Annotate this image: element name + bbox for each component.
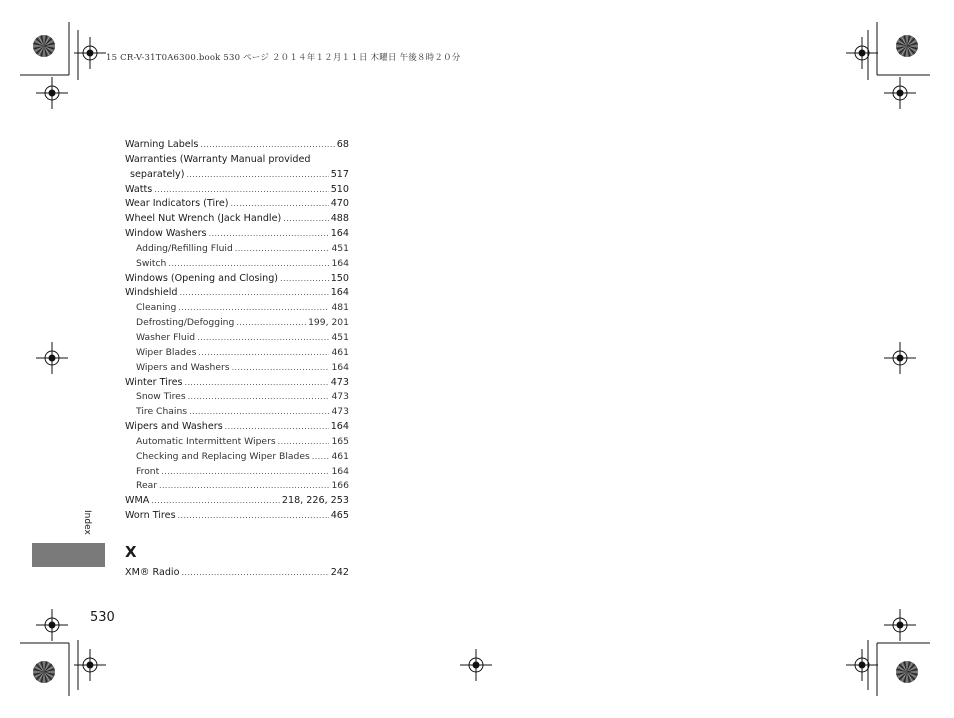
index-entry-page: 165 — [331, 435, 349, 447]
index-entry[interactable] — [125, 212, 349, 227]
dot-leader — [283, 212, 328, 227]
index-entry-label: separately) — [130, 168, 185, 180]
index-entry[interactable] — [125, 227, 349, 242]
index-entry-page: 164 — [331, 361, 349, 373]
index-entry-label: Winter Tires — [125, 376, 183, 388]
section-heading-x: X — [125, 543, 137, 561]
dot-leader — [197, 331, 329, 346]
dot-leader — [168, 257, 329, 272]
index-entry[interactable] — [125, 479, 349, 494]
dot-leader — [181, 566, 328, 581]
dot-leader — [186, 168, 328, 183]
index-column — [125, 138, 349, 524]
index-entry[interactable] — [125, 153, 349, 168]
index-entry[interactable] — [125, 465, 349, 480]
index-entry-page: 164 — [330, 287, 349, 299]
index-entry-label: Wipers and Washers — [125, 421, 223, 433]
dot-leader — [180, 286, 329, 301]
index-entry-page: 473 — [331, 406, 349, 418]
index-entry[interactable] — [125, 331, 349, 346]
index-entry[interactable] — [125, 346, 349, 361]
index-entry[interactable] — [125, 435, 349, 450]
index-entry[interactable] — [125, 420, 349, 435]
index-entry-page: 473 — [330, 376, 349, 388]
index-entry-page: 517 — [330, 168, 349, 180]
dot-leader — [312, 450, 330, 465]
registration-target-icon — [74, 37, 106, 69]
dot-leader — [231, 197, 329, 212]
registration-target-icon — [846, 649, 878, 681]
index-entry-label: Defrosting/Defogging — [136, 317, 235, 329]
star-target-icon — [896, 661, 918, 683]
index-entry-page: 164 — [331, 465, 349, 477]
index-entry-page: 199, 201 — [308, 317, 349, 329]
index-tab-label: Index — [82, 510, 92, 535]
index-entry-page: 164 — [331, 257, 349, 269]
index-entry-label: Switch — [136, 257, 167, 269]
registration-target-icon — [74, 649, 106, 681]
index-entry-page: 164 — [330, 228, 349, 240]
index-entry[interactable] — [125, 494, 349, 509]
index-column-x — [125, 566, 349, 581]
index-entry-label: Warranties (Warranty Manual provided — [125, 153, 311, 165]
index-entry-page: 481 — [331, 302, 349, 314]
dot-leader — [159, 479, 329, 494]
dot-leader — [154, 183, 328, 198]
index-entry-label: Washer Fluid — [136, 331, 196, 343]
index-entry-label: XM® Radio — [125, 567, 180, 578]
index-entry-label: Snow Tires — [136, 391, 186, 403]
index-entry[interactable] — [125, 450, 349, 465]
index-entry[interactable] — [125, 197, 349, 212]
dot-leader — [235, 242, 330, 257]
index-entry-page: 68 — [336, 139, 349, 150]
index-entry[interactable] — [125, 286, 349, 301]
index-entry-label: Windshield — [125, 287, 178, 299]
index-entry-page: 166 — [331, 480, 349, 492]
dot-leader — [178, 301, 329, 316]
dot-leader — [232, 361, 330, 376]
print-header: 15 CR-V-31T0A6300.book 530 ページ ２０１４年１２月１１日 木曜日 午後８時２０分 — [106, 53, 461, 63]
dot-leader — [188, 390, 330, 405]
registration-target-icon — [884, 609, 916, 641]
dot-leader — [185, 376, 329, 391]
index-entry-label: Automatic Intermittent Wipers — [136, 435, 276, 447]
dot-leader — [200, 138, 334, 153]
dot-leader — [236, 316, 306, 331]
dot-leader — [209, 227, 329, 242]
registration-target-icon — [36, 77, 68, 109]
index-entry-page: 242 — [330, 567, 349, 578]
index-entry[interactable] — [125, 138, 349, 153]
index-entry[interactable] — [125, 301, 349, 316]
registration-target-icon — [36, 342, 68, 374]
index-entry-page: 465 — [330, 510, 349, 522]
index-entry-page: 164 — [330, 421, 349, 433]
dot-leader — [198, 346, 329, 361]
index-entry-label: Adding/Refilling Fluid — [136, 242, 233, 254]
index-entry[interactable] — [125, 183, 349, 198]
star-target-icon — [896, 35, 918, 57]
index-entry-page: 461 — [331, 346, 349, 358]
index-entry-page: 150 — [330, 272, 349, 284]
index-entry-label: WMA — [125, 495, 150, 507]
index-entry-label: Wiper Blades — [136, 346, 197, 358]
dot-leader — [189, 405, 329, 420]
index-entry-label: Wear Indicators (Tire) — [125, 198, 229, 210]
dot-leader — [161, 465, 329, 480]
index-entry[interactable] — [125, 272, 349, 287]
index-entry[interactable] — [125, 509, 349, 524]
index-entry-label: Cleaning — [136, 302, 177, 314]
registration-target-icon — [460, 649, 492, 681]
index-entry-label: Tire Chains — [136, 406, 188, 418]
registration-target-icon — [36, 609, 68, 641]
index-entry-page: 451 — [331, 331, 349, 343]
index-entry-page: 451 — [331, 242, 349, 254]
index-entry[interactable] — [125, 405, 349, 420]
index-entry[interactable] — [125, 168, 349, 183]
index-entry-page: 218, 226, 253 — [281, 495, 349, 507]
index-entry-page: 461 — [331, 450, 349, 462]
index-entry[interactable] — [125, 390, 349, 405]
index-entry-label: Windows (Opening and Closing) — [125, 272, 279, 284]
index-entry-page: 488 — [330, 213, 349, 225]
index-entry-label: Wheel Nut Wrench (Jack Handle) — [125, 213, 282, 225]
index-entry-label: Window Washers — [125, 228, 207, 240]
index-entry-page: 510 — [330, 183, 349, 195]
index-entry-label: Checking and Replacing Wiper Blades — [136, 450, 310, 462]
dot-leader — [151, 494, 280, 509]
star-target-icon — [33, 35, 55, 57]
index-entry[interactable] — [125, 242, 349, 257]
dot-leader — [178, 509, 329, 524]
index-entry-label: Front — [136, 465, 160, 477]
page-number: 530 — [90, 610, 115, 625]
registration-target-icon — [884, 77, 916, 109]
index-entry-label: Warning Labels — [125, 139, 199, 150]
index-entry-label: Rear — [136, 480, 158, 492]
registration-target-icon — [884, 342, 916, 374]
dot-leader — [278, 435, 330, 450]
index-entry[interactable] — [125, 316, 349, 331]
index-tab-block[interactable] — [32, 543, 105, 567]
index-entry[interactable] — [125, 257, 349, 272]
star-target-icon — [33, 661, 55, 683]
index-entry-page: 473 — [331, 391, 349, 403]
index-entry[interactable] — [125, 361, 349, 376]
dot-leader — [225, 420, 329, 435]
index-entry[interactable] — [125, 376, 349, 391]
registration-target-icon — [846, 37, 878, 69]
index-entry[interactable] — [125, 566, 349, 581]
index-entry-label: Worn Tires — [125, 510, 176, 522]
index-entry-label: Wipers and Washers — [136, 361, 230, 373]
dot-leader — [280, 272, 329, 287]
index-entry-page: 470 — [330, 198, 349, 210]
index-entry-label: Watts — [125, 183, 153, 195]
